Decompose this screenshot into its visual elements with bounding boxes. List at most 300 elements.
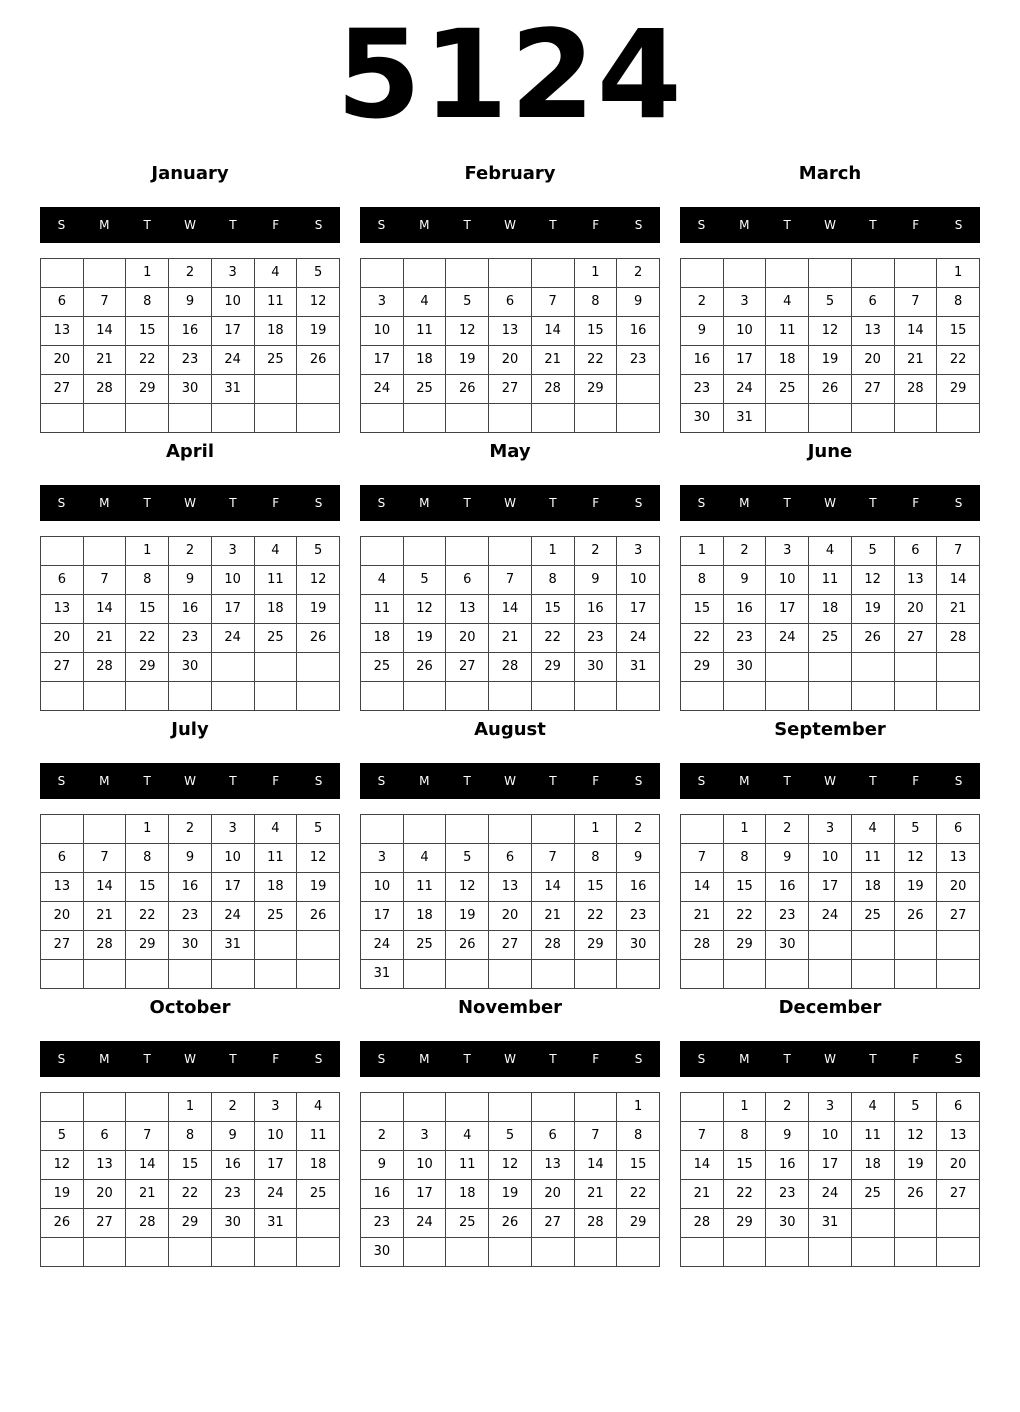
day-cell xyxy=(894,653,937,682)
day-cell xyxy=(894,1209,937,1238)
day-cell xyxy=(83,537,126,566)
day-cell: 1 xyxy=(937,259,980,288)
day-cell xyxy=(766,653,809,682)
weekday-label: T xyxy=(549,496,557,510)
day-cell xyxy=(211,653,254,682)
day-cell xyxy=(766,960,809,989)
weekday-label: F xyxy=(592,1052,600,1066)
day-cell: 29 xyxy=(126,375,169,404)
day-cell: 25 xyxy=(809,624,852,653)
week-row xyxy=(361,624,660,653)
day-cell xyxy=(297,931,340,960)
weekday-label: S xyxy=(697,1052,706,1066)
day-cell xyxy=(126,1093,169,1122)
day-cell: 15 xyxy=(574,317,617,346)
week-row xyxy=(41,1093,340,1122)
day-cell xyxy=(446,1238,489,1267)
day-cell xyxy=(489,1093,532,1122)
day-cell: 17 xyxy=(211,873,254,902)
day-cell: 24 xyxy=(211,624,254,653)
day-cell xyxy=(489,259,532,288)
day-cell xyxy=(489,682,532,711)
day-cell: 14 xyxy=(83,317,126,346)
day-cell: 6 xyxy=(41,288,84,317)
weekday-label: W xyxy=(184,496,196,510)
week-row xyxy=(681,1151,980,1180)
day-cell xyxy=(851,960,894,989)
day-cell: 11 xyxy=(403,873,446,902)
day-cell: 12 xyxy=(297,288,340,317)
week-row xyxy=(681,317,980,346)
day-grid xyxy=(680,258,980,433)
day-cell xyxy=(681,259,724,288)
day-cell: 25 xyxy=(851,1180,894,1209)
day-cell: 5 xyxy=(894,1093,937,1122)
weekday-header xyxy=(680,485,980,521)
day-cell xyxy=(894,1238,937,1267)
day-cell xyxy=(403,1093,446,1122)
day-cell: 30 xyxy=(169,653,212,682)
weekday-label: M xyxy=(419,774,430,788)
weekday-label: S xyxy=(634,1052,643,1066)
day-cell: 17 xyxy=(361,902,404,931)
week-row xyxy=(41,960,340,989)
day-cell: 29 xyxy=(681,653,724,682)
day-cell: 13 xyxy=(937,1122,980,1151)
weekday-label: M xyxy=(739,496,750,510)
day-cell: 28 xyxy=(894,375,937,404)
day-cell xyxy=(126,960,169,989)
weekday-label: M xyxy=(739,774,750,788)
week-row xyxy=(681,931,980,960)
day-cell: 25 xyxy=(254,346,297,375)
day-cell: 26 xyxy=(851,624,894,653)
day-cell xyxy=(361,259,404,288)
day-cell: 20 xyxy=(937,1151,980,1180)
day-cell: 13 xyxy=(41,873,84,902)
weekday-label: S xyxy=(697,496,706,510)
day-cell: 15 xyxy=(126,595,169,624)
day-cell xyxy=(446,404,489,433)
day-cell: 28 xyxy=(489,653,532,682)
day-cell: 22 xyxy=(574,346,617,375)
weekday-label: M xyxy=(419,218,430,232)
weekday-label: T xyxy=(229,496,237,510)
day-cell: 13 xyxy=(489,873,532,902)
day-cell: 13 xyxy=(41,317,84,346)
weekday-label: T xyxy=(869,218,877,232)
day-cell: 17 xyxy=(211,317,254,346)
day-cell: 8 xyxy=(126,844,169,873)
day-cell: 19 xyxy=(297,595,340,624)
day-cell xyxy=(766,682,809,711)
week-row xyxy=(361,1180,660,1209)
day-cell: 12 xyxy=(809,317,852,346)
day-cell xyxy=(809,931,852,960)
week-row xyxy=(681,873,980,902)
weekday-label: T xyxy=(143,496,151,510)
day-cell xyxy=(403,682,446,711)
day-cell: 13 xyxy=(446,595,489,624)
day-cell xyxy=(297,1209,340,1238)
day-cell: 12 xyxy=(41,1151,84,1180)
day-cell: 7 xyxy=(531,288,574,317)
day-cell: 6 xyxy=(894,537,937,566)
weekday-label: W xyxy=(184,1052,196,1066)
day-cell: 20 xyxy=(446,624,489,653)
day-cell: 25 xyxy=(851,902,894,931)
day-cell: 6 xyxy=(937,1093,980,1122)
day-cell: 28 xyxy=(574,1209,617,1238)
weekday-label: S xyxy=(57,774,66,788)
day-cell: 29 xyxy=(723,1209,766,1238)
day-cell: 14 xyxy=(531,873,574,902)
week-row xyxy=(41,653,340,682)
day-cell xyxy=(617,375,660,404)
day-cell: 3 xyxy=(809,1093,852,1122)
day-cell xyxy=(169,1238,212,1267)
week-row xyxy=(681,844,980,873)
weekday-label: T xyxy=(463,496,471,510)
day-cell: 22 xyxy=(937,346,980,375)
weekday-label: S xyxy=(57,218,66,232)
day-cell: 31 xyxy=(211,931,254,960)
day-cell xyxy=(446,259,489,288)
day-cell: 2 xyxy=(766,1093,809,1122)
week-row xyxy=(681,259,980,288)
weekday-header xyxy=(40,763,340,799)
day-cell xyxy=(403,537,446,566)
day-cell xyxy=(169,404,212,433)
weekday-label: S xyxy=(954,496,963,510)
weekday-label: S xyxy=(314,496,323,510)
day-cell: 2 xyxy=(169,537,212,566)
day-cell: 6 xyxy=(489,288,532,317)
week-row xyxy=(681,1209,980,1238)
day-cell xyxy=(809,682,852,711)
week-row xyxy=(361,873,660,902)
week-row xyxy=(681,375,980,404)
day-cell xyxy=(851,404,894,433)
day-cell xyxy=(169,960,212,989)
week-row xyxy=(41,346,340,375)
week-row xyxy=(361,815,660,844)
day-cell: 4 xyxy=(851,1093,894,1122)
week-row xyxy=(361,682,660,711)
day-cell xyxy=(41,537,84,566)
day-cell xyxy=(894,931,937,960)
week-row xyxy=(41,682,340,711)
day-cell: 26 xyxy=(894,1180,937,1209)
day-cell: 14 xyxy=(574,1151,617,1180)
day-cell: 16 xyxy=(361,1180,404,1209)
weekday-label: W xyxy=(824,218,836,232)
day-cell: 19 xyxy=(894,873,937,902)
day-cell: 6 xyxy=(851,288,894,317)
day-cell: 20 xyxy=(83,1180,126,1209)
day-cell: 22 xyxy=(681,624,724,653)
day-cell: 13 xyxy=(83,1151,126,1180)
day-cell: 23 xyxy=(574,624,617,653)
day-cell: 15 xyxy=(723,873,766,902)
day-cell xyxy=(403,1238,446,1267)
day-cell: 11 xyxy=(851,844,894,873)
day-cell: 17 xyxy=(403,1180,446,1209)
day-cell: 25 xyxy=(403,931,446,960)
weekday-label: T xyxy=(869,1052,877,1066)
day-cell xyxy=(809,404,852,433)
day-cell: 12 xyxy=(446,317,489,346)
month-name: February xyxy=(464,163,556,184)
day-cell: 22 xyxy=(126,902,169,931)
day-cell xyxy=(531,1093,574,1122)
day-cell: 15 xyxy=(681,595,724,624)
weekday-label: W xyxy=(824,496,836,510)
day-cell: 24 xyxy=(361,931,404,960)
day-cell xyxy=(83,815,126,844)
day-cell xyxy=(254,404,297,433)
week-row xyxy=(41,288,340,317)
day-cell: 8 xyxy=(617,1122,660,1151)
day-cell: 28 xyxy=(681,1209,724,1238)
day-cell: 18 xyxy=(446,1180,489,1209)
day-cell: 19 xyxy=(403,624,446,653)
day-cell: 10 xyxy=(766,566,809,595)
day-cell: 21 xyxy=(83,902,126,931)
day-cell: 25 xyxy=(446,1209,489,1238)
day-cell: 17 xyxy=(766,595,809,624)
week-row xyxy=(361,404,660,433)
day-cell xyxy=(41,404,84,433)
week-row xyxy=(41,931,340,960)
day-cell: 3 xyxy=(254,1093,297,1122)
day-cell: 4 xyxy=(254,259,297,288)
week-row xyxy=(681,595,980,624)
day-cell xyxy=(766,259,809,288)
day-cell: 31 xyxy=(809,1209,852,1238)
day-cell: 19 xyxy=(446,346,489,375)
day-cell: 27 xyxy=(937,1180,980,1209)
day-cell: 14 xyxy=(126,1151,169,1180)
month-name: July xyxy=(171,719,209,740)
day-cell xyxy=(489,537,532,566)
day-cell: 25 xyxy=(297,1180,340,1209)
day-cell: 21 xyxy=(681,902,724,931)
day-cell xyxy=(681,1093,724,1122)
day-cell: 10 xyxy=(809,844,852,873)
day-cell: 23 xyxy=(766,902,809,931)
day-cell: 13 xyxy=(41,595,84,624)
day-grid xyxy=(680,1092,980,1267)
weekday-label: W xyxy=(504,218,516,232)
day-cell: 9 xyxy=(169,844,212,873)
day-cell: 13 xyxy=(531,1151,574,1180)
week-row xyxy=(361,960,660,989)
day-cell: 7 xyxy=(894,288,937,317)
day-cell: 13 xyxy=(894,566,937,595)
day-cell: 5 xyxy=(297,815,340,844)
day-cell xyxy=(361,1093,404,1122)
day-cell: 9 xyxy=(681,317,724,346)
day-cell xyxy=(531,259,574,288)
week-row xyxy=(41,1151,340,1180)
day-cell: 11 xyxy=(809,566,852,595)
day-cell: 25 xyxy=(254,902,297,931)
week-row xyxy=(681,537,980,566)
weekday-label: T xyxy=(549,1052,557,1066)
week-row xyxy=(361,317,660,346)
week-row xyxy=(41,375,340,404)
day-cell: 18 xyxy=(254,317,297,346)
day-cell: 12 xyxy=(446,873,489,902)
day-cell: 16 xyxy=(169,317,212,346)
day-cell: 26 xyxy=(489,1209,532,1238)
weekday-label: T xyxy=(549,218,557,232)
day-cell xyxy=(809,960,852,989)
day-cell: 21 xyxy=(531,902,574,931)
day-cell: 24 xyxy=(254,1180,297,1209)
day-cell: 4 xyxy=(403,844,446,873)
weekday-label: T xyxy=(869,774,877,788)
day-cell: 6 xyxy=(446,566,489,595)
week-row xyxy=(41,873,340,902)
week-row xyxy=(361,259,660,288)
weekday-label: M xyxy=(739,1052,750,1066)
day-cell: 11 xyxy=(403,317,446,346)
weekday-label: S xyxy=(954,218,963,232)
day-cell: 11 xyxy=(254,844,297,873)
day-cell: 15 xyxy=(126,873,169,902)
day-cell: 16 xyxy=(211,1151,254,1180)
week-row xyxy=(361,1093,660,1122)
week-row xyxy=(41,1122,340,1151)
day-cell xyxy=(681,682,724,711)
day-cell: 3 xyxy=(211,815,254,844)
weekday-label: M xyxy=(99,1052,110,1066)
day-cell: 18 xyxy=(766,346,809,375)
day-cell xyxy=(254,682,297,711)
day-cell: 8 xyxy=(169,1122,212,1151)
day-cell: 5 xyxy=(851,537,894,566)
day-cell xyxy=(937,931,980,960)
week-row xyxy=(361,566,660,595)
day-cell xyxy=(851,682,894,711)
day-cell: 7 xyxy=(574,1122,617,1151)
day-cell: 24 xyxy=(617,624,660,653)
weekday-label: S xyxy=(314,1052,323,1066)
day-cell: 23 xyxy=(169,624,212,653)
weekday-label: F xyxy=(912,1052,920,1066)
weekday-label: S xyxy=(57,496,66,510)
day-grid xyxy=(40,536,340,711)
day-cell xyxy=(937,404,980,433)
day-cell xyxy=(361,815,404,844)
week-row xyxy=(681,902,980,931)
day-cell: 24 xyxy=(809,902,852,931)
week-row xyxy=(681,960,980,989)
day-cell: 11 xyxy=(254,566,297,595)
day-cell: 18 xyxy=(403,346,446,375)
day-cell: 9 xyxy=(766,1122,809,1151)
day-cell xyxy=(83,259,126,288)
day-cell: 2 xyxy=(681,288,724,317)
week-row xyxy=(41,624,340,653)
day-cell: 30 xyxy=(211,1209,254,1238)
day-cell: 4 xyxy=(851,815,894,844)
day-cell: 10 xyxy=(809,1122,852,1151)
weekday-label: T xyxy=(143,218,151,232)
day-cell: 23 xyxy=(617,346,660,375)
day-cell: 29 xyxy=(531,653,574,682)
day-cell: 13 xyxy=(489,317,532,346)
day-cell: 7 xyxy=(681,844,724,873)
day-cell: 4 xyxy=(766,288,809,317)
day-cell: 15 xyxy=(617,1151,660,1180)
day-cell: 12 xyxy=(297,844,340,873)
day-cell xyxy=(254,653,297,682)
day-cell xyxy=(681,815,724,844)
weekday-label: S xyxy=(377,774,386,788)
day-cell: 27 xyxy=(41,931,84,960)
day-cell: 10 xyxy=(723,317,766,346)
day-cell xyxy=(574,1093,617,1122)
day-cell: 16 xyxy=(617,873,660,902)
day-cell: 1 xyxy=(681,537,724,566)
day-cell: 4 xyxy=(446,1122,489,1151)
day-cell xyxy=(446,537,489,566)
day-cell xyxy=(361,404,404,433)
day-cell xyxy=(681,1238,724,1267)
day-cell: 8 xyxy=(723,1122,766,1151)
weekday-label: S xyxy=(954,774,963,788)
week-row xyxy=(41,595,340,624)
day-cell: 24 xyxy=(809,1180,852,1209)
day-cell xyxy=(83,1238,126,1267)
day-cell: 1 xyxy=(574,259,617,288)
day-cell: 10 xyxy=(211,566,254,595)
day-cell: 1 xyxy=(531,537,574,566)
day-cell: 24 xyxy=(766,624,809,653)
day-cell: 12 xyxy=(489,1151,532,1180)
day-cell xyxy=(41,1093,84,1122)
weekday-header xyxy=(680,763,980,799)
day-cell: 14 xyxy=(489,595,532,624)
day-grid xyxy=(360,258,660,433)
day-cell: 7 xyxy=(531,844,574,873)
day-cell: 27 xyxy=(851,375,894,404)
day-grid xyxy=(680,814,980,989)
weekday-label: S xyxy=(377,496,386,510)
day-cell xyxy=(937,653,980,682)
week-row xyxy=(41,317,340,346)
week-row xyxy=(41,815,340,844)
day-cell: 14 xyxy=(681,1151,724,1180)
day-cell xyxy=(41,682,84,711)
day-cell: 5 xyxy=(297,537,340,566)
day-cell: 16 xyxy=(617,317,660,346)
weekday-label: W xyxy=(824,774,836,788)
day-cell xyxy=(617,404,660,433)
day-cell: 30 xyxy=(681,404,724,433)
month-name: December xyxy=(778,997,882,1018)
day-cell: 25 xyxy=(403,375,446,404)
day-cell: 1 xyxy=(723,815,766,844)
day-cell: 19 xyxy=(41,1180,84,1209)
day-cell: 18 xyxy=(254,595,297,624)
day-cell: 21 xyxy=(574,1180,617,1209)
day-cell xyxy=(574,682,617,711)
day-cell: 2 xyxy=(766,815,809,844)
